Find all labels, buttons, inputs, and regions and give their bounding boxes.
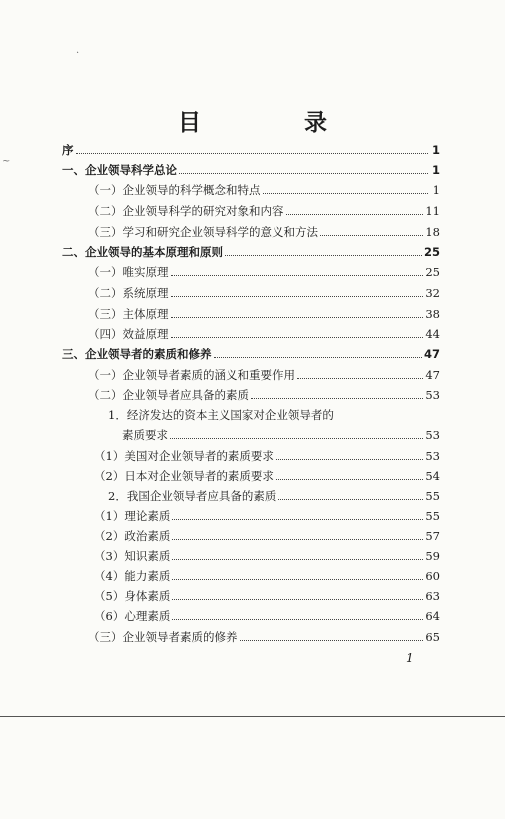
toc-entry — [94, 466, 440, 486]
dot-leader — [225, 255, 422, 256]
toc-entry — [88, 324, 440, 344]
dot-leader — [286, 214, 424, 215]
toc-entry-page: 25 — [423, 245, 440, 259]
toc-entry-page: 25 — [425, 265, 440, 279]
toc-entry — [62, 242, 440, 262]
toc-entry — [88, 262, 440, 282]
toc-entry — [94, 526, 440, 546]
toc-entry — [94, 546, 440, 566]
toc-entry-page: 11 — [425, 204, 440, 218]
toc-entry-label: （四）效益原理 — [88, 327, 169, 341]
toc-entry-label: （1）美国对企业领导者的素质要求 — [94, 449, 274, 463]
toc-entry-page: 57 — [425, 529, 440, 543]
toc-entry-label: 二、企业领导的基本原理和原则 — [62, 245, 223, 259]
toc-entry — [62, 344, 440, 364]
dot-leader — [278, 499, 423, 500]
toc-entry-label: （一）企业领导者素质的涵义和重要作用 — [88, 368, 295, 382]
dot-leader — [172, 579, 423, 580]
toc-entry-page: 53 — [425, 449, 440, 463]
toc-entry-label: （4）能力素质 — [94, 569, 171, 583]
toc-entry-label: 三、企业领导者的素质和修养 — [62, 347, 212, 361]
toc-entry — [88, 304, 440, 324]
dot-leader — [179, 173, 428, 174]
dot-leader — [171, 337, 424, 338]
toc-entry-page: 53 — [425, 388, 440, 402]
toc-entry-label: （三）主体原理 — [88, 307, 169, 321]
toc-entry — [88, 283, 440, 303]
toc-entry-page: 47 — [425, 368, 440, 382]
toc-entry-label: （一）唯实原理 — [88, 265, 169, 279]
toc-entry-label: （二）企业领导者应具备的素质 — [88, 388, 249, 402]
toc-entry-label: （2）日本对企业领导者的素质要求 — [94, 469, 274, 483]
toc-entry-page: 44 — [425, 327, 440, 341]
toc-entry — [62, 160, 440, 180]
toc-entry — [108, 405, 334, 425]
toc-entry-page: 53 — [425, 428, 440, 442]
dot-leader — [76, 153, 429, 154]
toc-entry — [88, 385, 440, 405]
bottom-rule — [0, 716, 505, 717]
dot-leader — [297, 378, 423, 379]
toc-entry-label: （二）系统原理 — [88, 286, 169, 300]
toc-entry — [94, 446, 440, 466]
dot-leader — [320, 235, 423, 236]
toc-entry-label: （3）知识素质 — [94, 549, 171, 563]
dot-leader — [171, 296, 424, 297]
toc-entry-label: 素质要求 — [122, 428, 168, 442]
dot-leader — [251, 398, 423, 399]
toc-entry-page: 1 — [431, 163, 440, 177]
toc-entry-page: 59 — [425, 549, 440, 563]
toc-entry-label: （三）企业领导者素质的修养 — [88, 630, 238, 644]
dot-leader — [172, 539, 423, 540]
toc-entry-page: 55 — [425, 489, 440, 503]
toc-entry-label: （二）企业领导科学的研究对象和内容 — [88, 204, 284, 218]
toc-entry-label: 1．经济发达的资本主义国家对企业领导者的 — [108, 408, 334, 422]
toc-entry-label: （1）理论素质 — [94, 509, 171, 523]
toc-entry-page: 18 — [425, 225, 440, 239]
dot-leader — [172, 619, 423, 620]
toc-entry — [88, 365, 440, 385]
toc-entry — [88, 627, 440, 647]
dot-leader — [171, 317, 424, 318]
toc-entry-label: （一）企业领导的科学概念和特点 — [88, 183, 261, 197]
toc-entry-label: （三）学习和研究企业领导科学的意义和方法 — [88, 225, 318, 239]
toc-entry — [122, 425, 440, 445]
toc-entry-label: 2．我国企业领导者应具备的素质 — [108, 489, 277, 503]
toc-entry-label: 一、企业领导科学总论 — [62, 163, 177, 177]
dot-leader — [172, 559, 423, 560]
toc-entry-page: 55 — [425, 509, 440, 523]
toc-entry — [94, 606, 440, 626]
toc-entry-page: 63 — [425, 589, 440, 603]
toc-entry-page: 1 — [432, 183, 440, 197]
dot-leader — [170, 438, 423, 439]
toc-entry-page: 47 — [423, 347, 440, 361]
dot-leader — [276, 459, 424, 460]
speck-mark: ~ — [2, 156, 11, 167]
toc-entry — [94, 586, 440, 606]
toc-entry-label: （2）政治素质 — [94, 529, 171, 543]
toc-entry-label: （5）身体素质 — [94, 589, 171, 603]
page-number: 1 — [406, 651, 414, 665]
toc-entry-page: 54 — [425, 469, 440, 483]
toc-entry — [88, 180, 440, 200]
toc-entry-label: 序 — [62, 143, 74, 157]
dot-leader — [172, 519, 423, 520]
dot-leader — [172, 599, 423, 600]
toc-entry — [88, 222, 440, 242]
toc-entry-label: （6）心理素质 — [94, 609, 171, 623]
dot-leader — [240, 640, 424, 641]
dot-leader — [214, 357, 422, 358]
dot-leader — [276, 479, 424, 480]
toc-entry-page: 64 — [425, 609, 440, 623]
toc-entry-page: 65 — [425, 630, 440, 644]
dot-leader — [263, 193, 429, 194]
toc-entry-page: 38 — [425, 307, 440, 321]
speck-mark: · — [76, 48, 80, 59]
toc-entry — [62, 140, 440, 160]
toc-entry — [94, 506, 440, 526]
dot-leader — [171, 275, 424, 276]
toc-entry-page: 32 — [425, 286, 440, 300]
toc-entry — [94, 566, 440, 586]
toc-entry — [108, 486, 440, 506]
toc-entry-page: 1 — [431, 143, 440, 157]
toc-entry-page: 60 — [425, 569, 440, 583]
toc-entry — [88, 201, 440, 221]
page-title: 目 录 — [178, 110, 367, 136]
